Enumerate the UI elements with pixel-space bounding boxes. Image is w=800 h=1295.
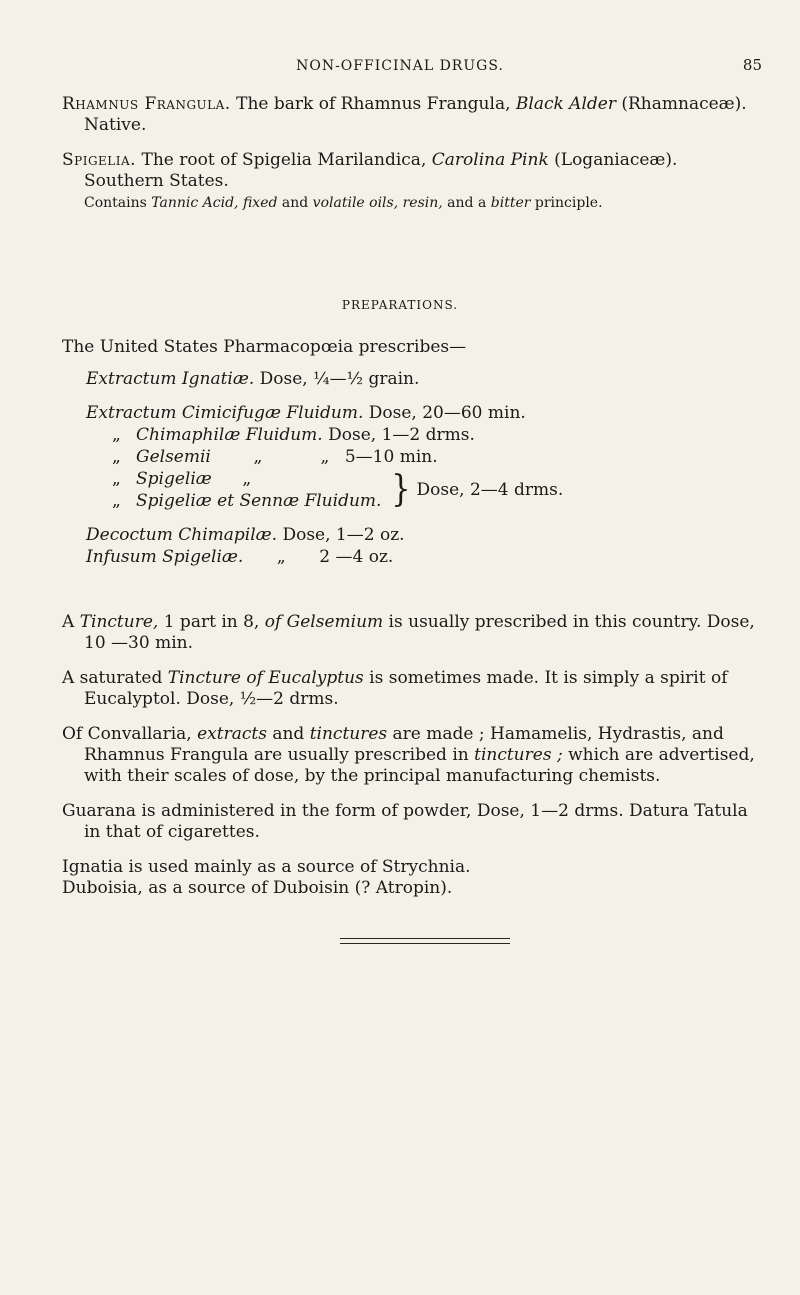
paragraph-convallaria: Of Convallaria, extracts and tinctures are made ; Hamamelis, Hydrastis, and Rhamnus Frangula are usually prescribed in tinctures ; which are advertised, with their scales of dose, by the principal manufacturing chemists. (62, 724, 755, 786)
prep-ignatiae: Extractum Ignatiæ. Dose, ¼—½ grain. (86, 369, 420, 389)
prep-cimicifugae: Extractum Cimicifugæ Fluidum. Dose, 20—60 min. (86, 403, 526, 423)
prep-gelsemii: „ Gelsemii „ „ 5—10 min. (112, 447, 438, 467)
preparations-list (62, 336, 786, 568)
usp-intro: The United States Pharmacopœia prescribes— (62, 337, 467, 357)
prep-decoctum: Decoctum Chimapilæ. Dose, 1—2 oz. (86, 525, 405, 545)
paragraph-eucalyptus: A saturated Tincture of Eucalyptus is sometimes made. It is simply a spirit of Eucalyptol. Dose, ½—2 drms. (62, 668, 728, 709)
prep-infusum: Infusum Spigeliæ. „ 2 —4 oz. (86, 547, 394, 567)
paragraph-tincture: A Tincture, 1 part in 8, of Gelsemium is usually prescribed in this country. Dose, 10 —30 min. (62, 612, 755, 653)
entry-title: Spigelia. (62, 150, 137, 170)
entries-section (62, 94, 762, 227)
entry-rhamnus: Rhamnus Frangula. The bark of Rhamnus Frangula, Black Alder (Rhamnaceæ). Native. (62, 94, 747, 135)
brace-glyph: } (391, 468, 411, 511)
prep-chimaphilae: „ Chimaphilæ Fluidum. Dose, 1—2 drms. (112, 425, 475, 445)
entry-title: Rhamnus Frangula. (62, 94, 231, 114)
spigelia-note: Contains Tannic Acid, fixed and volatile oils, resin, and a bitter principle. (84, 195, 603, 211)
prep-spigeliae-sennae: „ Spigeliæ et Sennæ Fluidum. (112, 491, 382, 511)
footer-rule-1 (340, 938, 510, 939)
brace-dose: Dose, 2—4 drms. (416, 480, 564, 500)
paragraph-ignatia: Ignatia is used mainly as a source of Strychnia. (62, 857, 471, 877)
prep-spigeliae-group (112, 468, 786, 512)
paragraphs-section (62, 612, 762, 913)
paragraph-guarana: Guarana is administered in the form of powder, Dose, 1—2 drms. Datura Tatula in that of cigarettes. (62, 801, 748, 842)
preparations-heading: PREPARATIONS. (341, 298, 459, 312)
running-title: NON-OFFICINAL DRUGS. (296, 58, 504, 74)
prep-spigeliae: „ Spigeliæ „ (112, 469, 252, 489)
entry-spigelia: Spigelia. The root of Spigelia Marilandica, Carolina Pink (Loganiaceæ). Southern States. (62, 150, 678, 191)
paragraph-duboisia: Duboisia, as a source of Duboisin (? Atropin). (62, 878, 453, 898)
footer-rule-2 (340, 943, 510, 944)
page-number: 85 (742, 56, 762, 74)
